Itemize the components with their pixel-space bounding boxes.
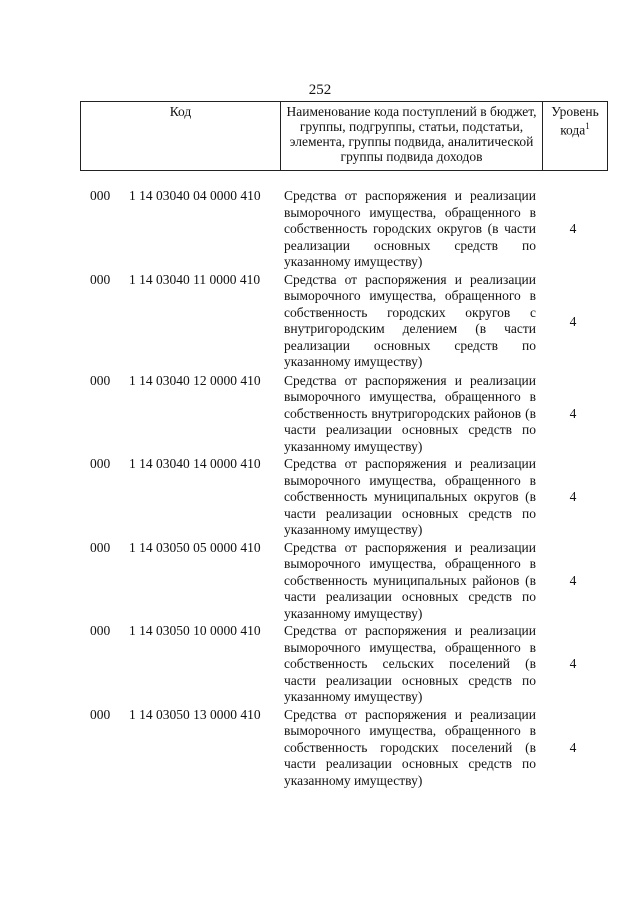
header-code: Код [80,102,280,170]
row-code: 1 14 03050 05 0000 410 [129,539,261,555]
table-row [0,707,640,791]
table-row [0,540,640,624]
header-level-footnote: 1 [585,121,590,131]
row-level: 4 [569,572,577,588]
table-row [0,456,640,540]
row-code: 1 14 03040 14 0000 410 [129,456,261,471]
row-prefix: 000 [90,539,111,555]
row-level: 4 [569,221,577,236]
row-name: Средства от распоряжения и реализации выморочного имущества, обращенного в собственность внутригородских районов (в части реализации основных средств по указанному имуществу) [284,372,536,454]
page-number: 252 [308,82,332,98]
row-prefix: 000 [90,623,111,638]
table-row [0,623,640,707]
row-prefix: 000 [90,456,111,471]
header-level-label: Уровень кода [551,104,599,138]
row-prefix: 000 [90,706,111,722]
header-level [542,102,608,170]
header-name: Наименование кода поступлений в бюджет, группы, подгруппы, статьи, подстатьи, элемента, группы подвида, аналитической группы подвида доходов [280,102,542,170]
row-level: 4 [569,739,577,755]
row-code: 1 14 03040 12 0000 410 [129,372,261,388]
table-row [0,373,640,457]
row-name: Средства от распоряжения и реализации выморочного имущества, обращенного в собственность сельских поселений (в части реализации основных средств по указанному имуществу) [284,623,536,704]
row-code: 1 14 03040 04 0000 410 [129,188,261,203]
row-level: 4 [569,656,577,671]
row-name: Средства от распоряжения и реализации выморочного имущества, обращенного в собственность муниципальных округов (в части реализации основных средств по указанному имуществу) [284,456,536,537]
table-header [80,101,608,171]
row-level: 4 [569,489,577,504]
row-prefix: 000 [90,271,111,287]
row-prefix: 000 [90,188,111,203]
table-row [0,272,640,373]
table-body [0,188,640,790]
row-code: 1 14 03050 13 0000 410 [129,706,261,722]
row-code: 1 14 03040 11 0000 410 [129,271,261,287]
row-prefix: 000 [90,372,111,388]
row-name: Средства от распоряжения и реализации выморочного имущества, обращенного в собственность городских округов (в части реализации основных средств по указанному имуществу) [284,188,536,269]
row-code: 1 14 03050 10 0000 410 [129,623,261,638]
row-level: 4 [569,405,577,421]
table-row [0,188,640,272]
row-name: Средства от распоряжения и реализации выморочного имущества, обращенного в собственность городских округов с внутригородским делением (в части реализации основных средств по указанному имуществу) [284,271,536,369]
row-name: Средства от распоряжения и реализации выморочного имущества, обращенного в собственность городских поселений (в части реализации основных средств по указанному имуществу) [284,706,536,788]
row-name: Средства от распоряжения и реализации выморочного имущества, обращенного в собственность муниципальных районов (в части реализации основных средств по указанному имуществу) [284,539,536,621]
row-level: 4 [569,313,577,329]
